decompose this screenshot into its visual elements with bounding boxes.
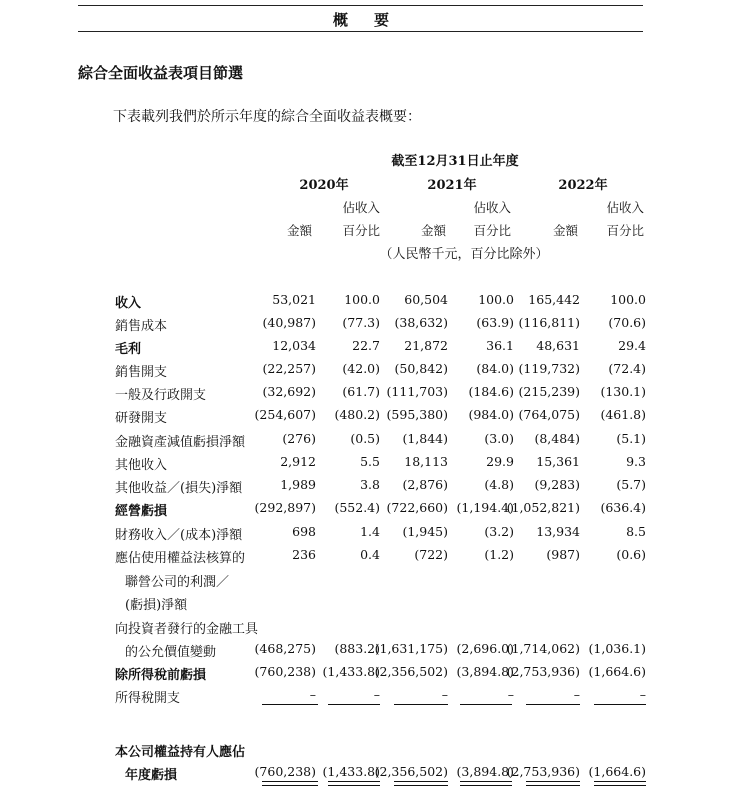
row-value: (2,876) <box>402 477 448 492</box>
row-value: (63.9) <box>476 315 514 330</box>
row-label: 研發開支 <box>115 411 168 426</box>
row-value: – <box>573 687 580 702</box>
row-value: (1,714,062) <box>506 641 580 656</box>
row-value: (1,194.4) <box>456 500 514 515</box>
row-value: 1,989 <box>280 477 316 492</box>
row-value: (254,607) <box>254 407 316 422</box>
row-value: (3.2) <box>484 524 514 539</box>
row-value: 236 <box>292 547 316 562</box>
row-value: 53,021 <box>272 292 316 307</box>
row-label: 應佔使用權益法核算的 <box>115 551 246 566</box>
row-value: (276) <box>282 431 316 446</box>
row-value: – <box>373 687 380 702</box>
row-value: 36.1 <box>486 338 514 353</box>
row-value: 2,912 <box>280 454 316 469</box>
row-value: (292,897) <box>254 500 316 515</box>
row-value: 22.7 <box>352 338 380 353</box>
row-value: (1,844) <box>402 431 448 446</box>
row-value: (595,380) <box>386 407 448 422</box>
row-value: (2,753,936) <box>506 664 580 679</box>
row-value: 21,872 <box>404 338 448 353</box>
row-value: (119,732) <box>518 361 580 376</box>
total-double-rule <box>594 781 646 782</box>
row-value: (1,631,175) <box>374 641 448 656</box>
row-value: 12,034 <box>272 338 316 353</box>
row-value: (1.2) <box>484 547 514 562</box>
row-value: (3,894.8) <box>456 764 514 779</box>
row-value: (461.8) <box>600 407 646 422</box>
row-value: (77.3) <box>342 315 380 330</box>
row-value: (72.4) <box>608 361 646 376</box>
row-value: (987) <box>546 547 580 562</box>
row-value: (0.5) <box>350 431 380 446</box>
col-amount-header: 金額 <box>420 223 446 238</box>
row-value: 8.5 <box>626 524 646 539</box>
row-value: (2,696.0) <box>456 641 514 656</box>
total-double-rule <box>594 785 646 786</box>
row-value: (2,356,502) <box>374 764 448 779</box>
row-value: (50,842) <box>394 361 448 376</box>
row-value: (1,664.6) <box>588 764 646 779</box>
row-label: 除所得稅前虧損 <box>115 668 207 683</box>
row-value: (0.6) <box>616 547 646 562</box>
row-label: 其他收益／(損失)淨額 <box>115 481 243 496</box>
row-value: (22,257) <box>262 361 316 376</box>
row-value: (61.7) <box>342 384 380 399</box>
row-value: (760,238) <box>254 764 316 779</box>
row-value: (760,238) <box>254 664 316 679</box>
total-double-rule <box>526 781 580 782</box>
col-pct-header-line1: 佔收入 <box>342 200 380 215</box>
row-value: 13,934 <box>536 524 580 539</box>
row-value: (9,283) <box>534 477 580 492</box>
row-value: (130.1) <box>600 384 646 399</box>
row-label: 聯營公司的利潤／ <box>125 575 230 590</box>
top-rule <box>78 5 643 6</box>
col-amount-header: 金額 <box>552 223 578 238</box>
row-value: 100.0 <box>478 292 514 307</box>
col-pct-header-line2: 百分比 <box>606 223 644 238</box>
row-value: 5.5 <box>360 454 380 469</box>
row-value: (722,660) <box>386 500 448 515</box>
col-pct-header-line2: 百分比 <box>473 223 511 238</box>
row-value: (1,945) <box>402 524 448 539</box>
row-value: (40,987) <box>262 315 316 330</box>
row-value: (1,036.1) <box>588 641 646 656</box>
row-value: (3.0) <box>484 431 514 446</box>
total-double-rule <box>460 785 512 786</box>
row-value: 698 <box>292 524 316 539</box>
row-label: 財務收入／(成本)淨額 <box>115 528 243 543</box>
row-label: 的公允價值變動 <box>125 645 217 660</box>
row-value: 29.9 <box>486 454 514 469</box>
row-value: (480.2) <box>334 407 380 422</box>
row-value: (1,433.8) <box>322 764 380 779</box>
row-label: 一般及行政開支 <box>115 388 207 403</box>
row-label: 所得稅開支 <box>115 691 181 706</box>
row-value: (722) <box>414 547 448 562</box>
total-double-rule <box>526 785 580 786</box>
col-pct-header-line2: 百分比 <box>342 223 380 238</box>
subtotal-rule <box>394 704 448 705</box>
row-value: – <box>507 687 514 702</box>
total-double-rule <box>262 781 318 782</box>
header-rule <box>78 31 643 32</box>
row-label: 銷售開支 <box>115 365 168 380</box>
row-value: 100.0 <box>610 292 646 307</box>
page-header: 概要 <box>332 11 415 29</box>
row-value: (883.2) <box>334 641 380 656</box>
row-value: (38,632) <box>394 315 448 330</box>
row-value: (636.4) <box>600 500 646 515</box>
total-double-rule <box>328 781 380 782</box>
row-value: 15,361 <box>536 454 580 469</box>
row-value: (42.0) <box>342 361 380 376</box>
row-value: 29.4 <box>618 338 646 353</box>
row-value: (215,239) <box>518 384 580 399</box>
year-header-3: 2022年 <box>558 178 608 193</box>
row-value: (32,692) <box>262 384 316 399</box>
total-double-rule <box>328 785 380 786</box>
row-value: 48,631 <box>536 338 580 353</box>
period-header: 截至12月31日止年度 <box>391 154 519 169</box>
subtotal-rule <box>460 704 512 705</box>
col-pct-header-line1: 佔收入 <box>606 200 644 215</box>
row-label: 本公司權益持有人應佔 <box>115 745 246 760</box>
row-value: 18,113 <box>404 454 448 469</box>
total-double-rule <box>394 785 448 786</box>
row-label: 金融資產減值虧損淨額 <box>115 435 246 450</box>
row-label: 其他收入 <box>115 458 168 473</box>
row-value: 165,442 <box>528 292 580 307</box>
total-double-rule <box>262 785 318 786</box>
section-title: 綜合全面收益表項目節選 <box>78 64 244 82</box>
row-value: (2,356,502) <box>374 664 448 679</box>
unit-note: （人民幣千元，百分比除外） <box>379 247 549 262</box>
subtotal-rule <box>328 704 380 705</box>
row-value: (184.6) <box>468 384 514 399</box>
col-amount-header: 金額 <box>286 223 312 238</box>
row-value: 9.3 <box>626 454 646 469</box>
row-value: (111,703) <box>386 384 448 399</box>
row-value: (984.0) <box>468 407 514 422</box>
col-pct-header-line1: 佔收入 <box>473 200 511 215</box>
row-value: (1,664.6) <box>588 664 646 679</box>
row-value: – <box>309 687 316 702</box>
subtotal-rule <box>594 704 646 705</box>
row-value: (84.0) <box>476 361 514 376</box>
row-value: (468,275) <box>254 641 316 656</box>
row-value: (70.6) <box>608 315 646 330</box>
row-value: – <box>441 687 448 702</box>
row-label: 收入 <box>115 296 142 311</box>
row-label: 向投資者發行的金融工具 <box>115 622 259 637</box>
row-value: (5.1) <box>616 431 646 446</box>
row-value: (764,075) <box>518 407 580 422</box>
row-value: (1,052,821) <box>506 500 580 515</box>
row-value: (1,433.8) <box>322 664 380 679</box>
subtotal-rule <box>526 704 580 705</box>
row-value: – <box>639 687 646 702</box>
total-double-rule <box>460 781 512 782</box>
row-value: (8,484) <box>534 431 580 446</box>
year-header-1: 2020年 <box>299 178 349 193</box>
row-value: (552.4) <box>334 500 380 515</box>
row-value: (4.8) <box>484 477 514 492</box>
year-header-2: 2021年 <box>427 178 477 193</box>
row-label: (虧損)淨額 <box>125 598 188 613</box>
row-label: 經營虧損 <box>115 504 168 519</box>
row-value: 0.4 <box>360 547 380 562</box>
row-value: 1.4 <box>360 524 380 539</box>
row-value: (116,811) <box>518 315 580 330</box>
row-label: 年度虧損 <box>125 768 178 783</box>
row-label: 毛利 <box>115 342 142 357</box>
row-value: (2,753,936) <box>506 764 580 779</box>
row-value: 60,504 <box>404 292 448 307</box>
row-value: (5.7) <box>616 477 646 492</box>
intro-text: 下表載列我們於所示年度的綜合全面收益表概要： <box>113 109 421 125</box>
subtotal-rule <box>262 704 318 705</box>
row-value: (3,894.8) <box>456 664 514 679</box>
total-double-rule <box>394 781 448 782</box>
row-label: 銷售成本 <box>115 319 168 334</box>
row-value: 100.0 <box>344 292 380 307</box>
row-value: 3.8 <box>360 477 380 492</box>
